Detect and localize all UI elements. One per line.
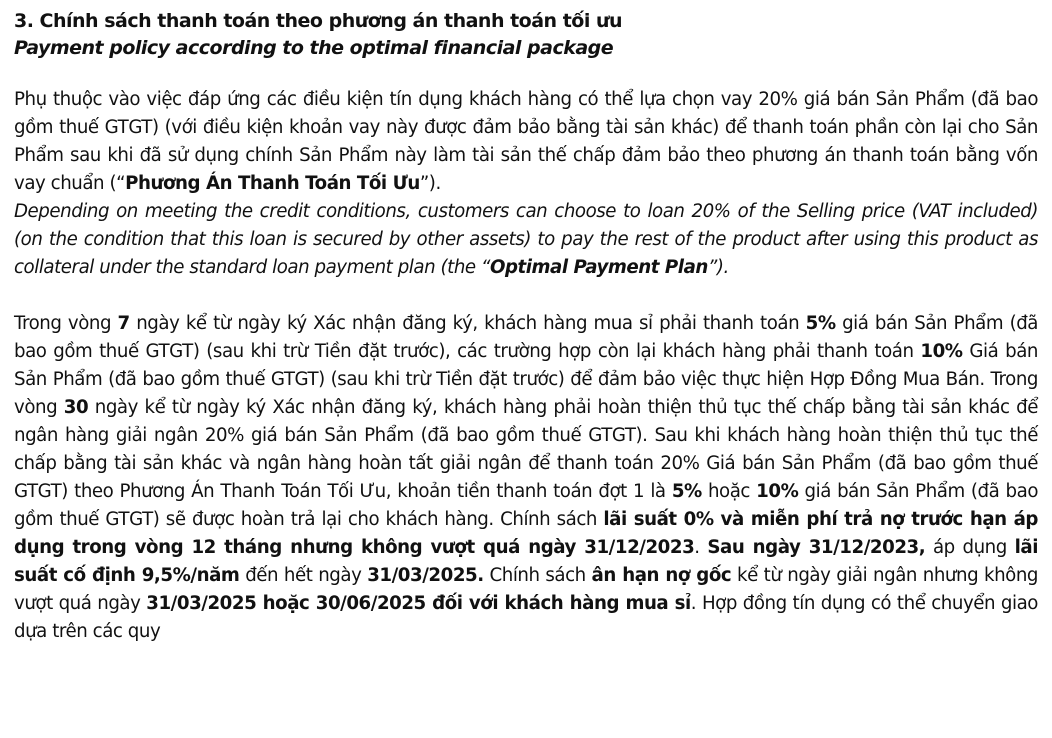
bold-term: 10% [756,481,799,502]
text-run: Chính sách [483,565,592,586]
text-run: Phụ thuộc vào việc đáp ứng các điều kiện tín dụng khách hàng có thể lựa chọn vay 20% giá bán Sản Phẩm (đã bao gồm thuế GTGT) (với điều kiện khoản vay này được đảm bảo bằng tài sản khác) để thanh toán phần còn lại cho Sản Phẩm sau khi đã sử dụng chính Sản Phẩm này làm tài sản thế chấp đảm bảo theo phương án thanh toán bằng vốn vay chuẩn (“ [14,89,1038,194]
bold-term: lãi suất 0% và miễn phí trả nợ trước hạn áp dụng trong vòng 12 tháng nhưng không vượt quá ngày 31/12/2023 [14,509,1038,558]
text-run: . Hợp đồng tín dụng có thể chuyển giao dựa trên các quy [14,593,1038,642]
bold-term: lãi suất cố định 9,5%/năm [14,537,1039,586]
text-run: . [694,537,708,558]
text-run: hoặc [701,481,757,502]
bold-term: Sau ngày 31/12/2023, [707,537,926,558]
text-run: đến hết ngày [239,565,368,586]
bold-term: 30 [63,397,89,418]
paragraph-vi-payment-terms [14,310,1038,646]
bold-term: 5% [805,313,836,334]
bold-term: Phương Án Thanh Toán Tối Ưu [125,173,420,194]
text-run: Depending on meeting the credit conditions, customers can choose to loan 20% of the Selling price (VAT included) (on the condition that this loan is secured by other assets) to pay the rest of the product after using this product as collateral under the standard loan payment plan (the “ [14,201,1038,278]
text-run: giá bán Sản Phẩm (đã bao gồm thuế GTGT) sẽ được hoàn trả lại cho khách hàng. Chính sách [14,481,1038,530]
text-run: áp dụng [925,537,1015,558]
text-run: ”). [419,173,441,194]
bold-term: 10% [920,341,963,362]
bold-term: Optimal Payment Plan [489,257,708,278]
text-run: ngày kể từ ngày ký Xác nhận đăng ký, khách hàng phải hoàn thiện thủ tục thế chấp bằng tài sản khác để ngân hàng giải ngân 20% giá bán Sản Phẩm (đã bao gồm thuế GTGT). Sau khi khách hàng hoàn thiện thủ tục thế chấp bằng tài sản khác và ngân hàng hoàn tất giải ngân để thanh toán 20% Giá bán Sản Phẩm (đã bao gồm thuế GTGT) theo Phương Án Thanh Toán Tối Ưu, khoản tiền thanh toán đợt 1 là [14,397,1038,502]
paragraph-en-optimal-plan [14,198,1038,282]
bold-term: 7 [117,313,130,334]
spacer [14,282,1038,310]
text-run: Giá bán Sản Phẩm (đã bao gồm thuế GTGT) (sau khi trừ Tiền đặt trước) để đảm bảo việc thực hiện Hợp Đồng Mua Bán. Trong vòng [14,341,1038,418]
bold-term: 31/03/2025 hoặc 30/06/2025 đối với khách hàng mua sỉ [146,593,691,614]
text-run: kể từ ngày giải ngân nhưng không vượt quá ngày [14,565,1038,614]
bold-term: 31/03/2025. [367,565,484,586]
bold-term: 5% [671,481,702,502]
text-run: ngày kể từ ngày ký Xác nhận đăng ký, khách hàng mua sỉ phải thanh toán [129,313,806,334]
text-run: ”). [707,257,729,278]
text-run: giá bán Sản Phẩm (đã bao gồm thuế GTGT) (sau khi trừ Tiền đặt trước), các trường hợp còn lại khách hàng phải thanh toán [14,313,1038,362]
paragraph-vi-optimal-plan [14,86,1038,198]
text-run: Trong vòng [14,313,118,334]
section-heading-vi: 3. Chính sách thanh toán theo phương án thanh toán tối ưu [14,10,623,32]
bold-term: ân hạn nợ gốc [591,565,732,586]
section-heading-en: Payment policy according to the optimal financial package [14,37,614,59]
spacer [14,62,1038,86]
